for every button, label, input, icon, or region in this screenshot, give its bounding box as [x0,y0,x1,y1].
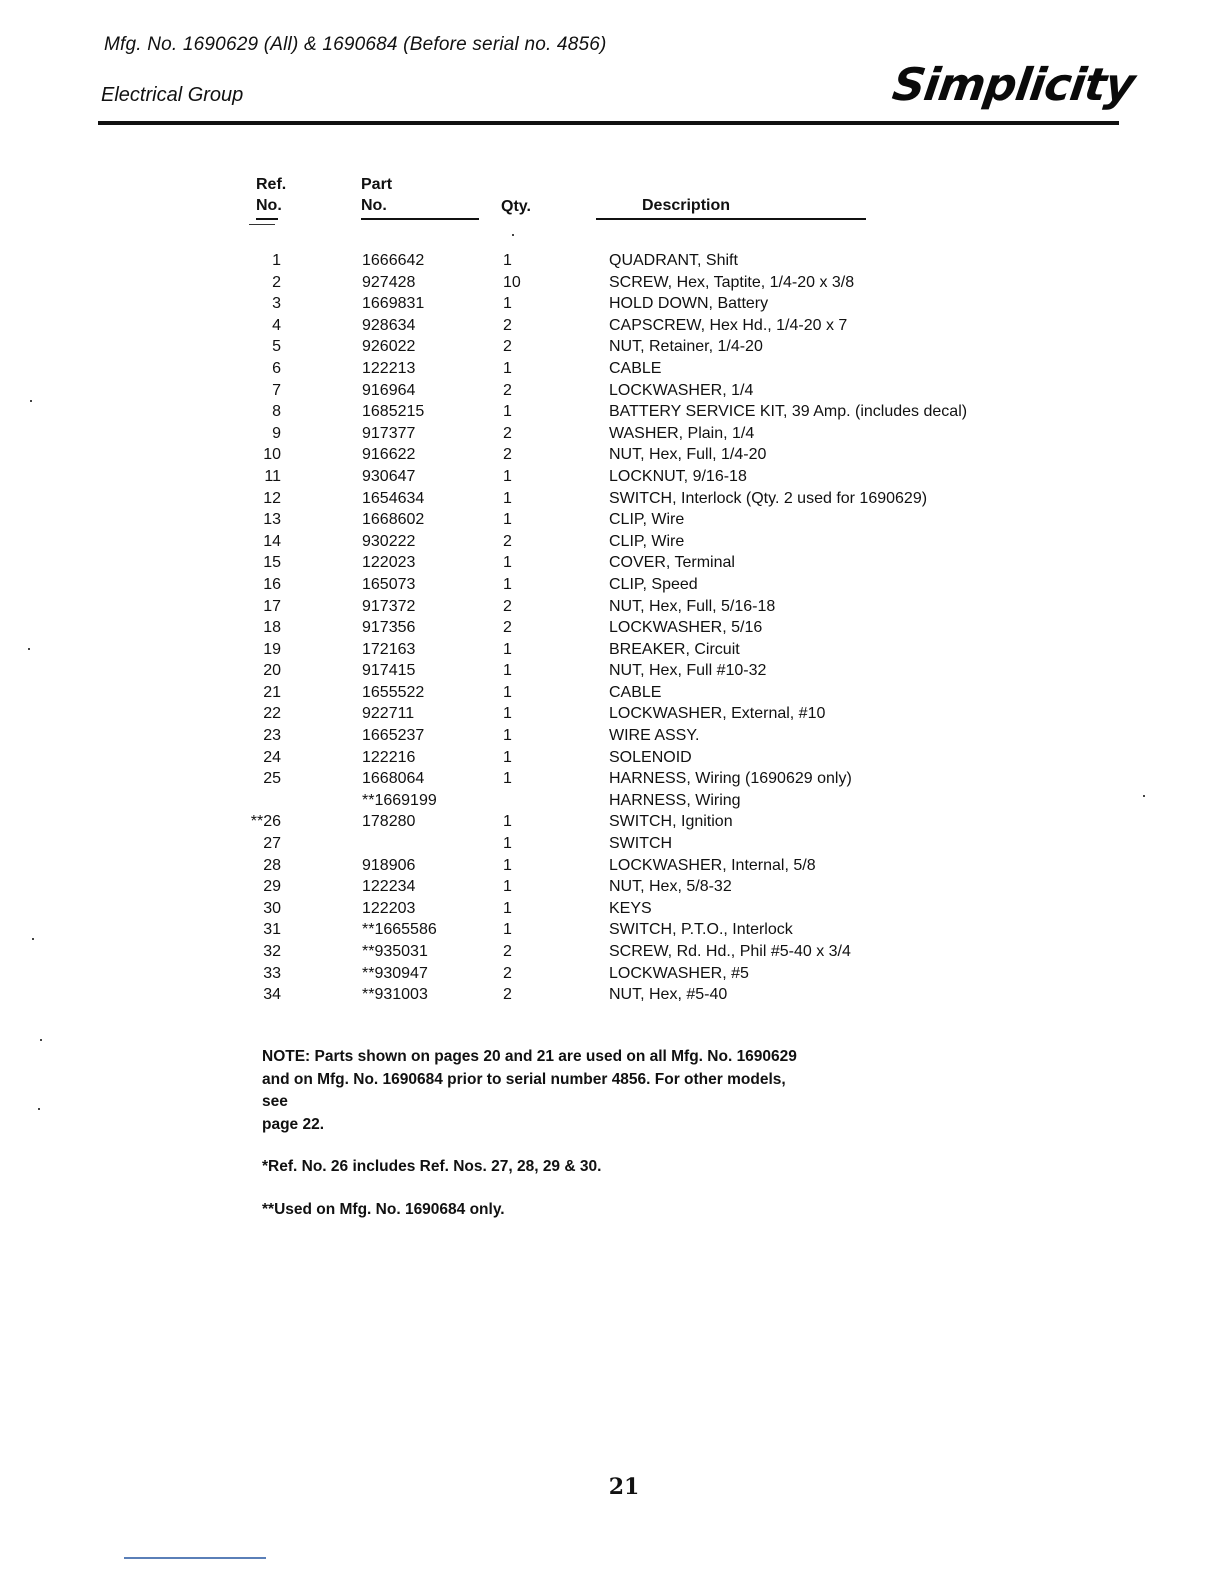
qty-cell: 1 [503,359,512,377]
table-row [0,790,1224,812]
part-cell: 916622 [362,446,416,464]
qty-cell: 1 [503,921,512,939]
page-number: 21 [608,1474,640,1500]
table-row [0,401,1224,423]
ref-cell: 10 [263,446,281,464]
header-underline-ref [256,218,278,220]
table-row [0,963,1224,985]
description-cell: SWITCH [609,835,673,853]
column-header-ref [256,174,286,216]
table-row [0,272,1224,294]
header-rule [98,121,1119,125]
scan-speck [30,400,32,402]
description-cell: WIRE ASSY. [609,727,700,745]
notes [262,1046,882,1221]
part-cell: 122023 [362,554,416,572]
part-cell: 1668064 [362,770,425,788]
table-row [0,358,1224,380]
table-row [0,380,1224,402]
ref-cell: 12 [263,489,281,507]
part-cell: 917372 [362,597,416,615]
description-cell: LOCKWASHER, #5 [609,964,749,982]
ref-cell: 30 [263,899,281,917]
table-row [0,898,1224,920]
bottom-rule [124,1557,266,1559]
qty-cell: 1 [503,511,512,529]
scan-speck [32,938,34,940]
ref-cell: 6 [272,359,281,377]
part-cell: 917356 [362,619,416,637]
ref-cell: 25 [263,770,281,788]
ref-cell: 24 [263,748,281,766]
description-cell: BREAKER, Circuit [609,640,740,658]
description-cell: CAPSCREW, Hex Hd., 1/4-20 x 7 [609,316,848,334]
qty-cell: 1 [503,252,512,269]
scan-speck [40,1039,42,1041]
ref-cell: 23 [263,727,281,745]
column-header-part [361,174,392,216]
part-cell: 1685215 [362,403,425,421]
qty-cell: 1 [503,748,512,766]
description-cell: LOCKNUT, 9/16-18 [609,467,747,485]
ref-cell: 1 [272,252,281,269]
qty-cell: 1 [503,575,512,593]
table-row [0,250,1224,272]
part-cell: 922711 [362,705,415,723]
header-underline-description [596,218,866,220]
description-cell: NUT, Retainer, 1/4-20 [609,338,763,356]
part-cell: 122234 [362,878,416,896]
qty-cell: 1 [503,813,512,831]
table-row [0,617,1224,639]
qty-cell: 1 [503,403,512,421]
qty-cell: 1 [503,856,512,874]
table-row [0,919,1224,941]
table-row [0,876,1224,898]
ref-cell: 19 [263,640,281,658]
table-row [0,552,1224,574]
description-cell: CLIP, Wire [609,532,685,550]
table-row [0,984,1224,1006]
part-cell: 927428 [362,273,416,291]
description-cell: NUT, Hex, Full, 5/16-18 [609,597,776,615]
table-row [0,423,1224,445]
part-cell: 165073 [362,575,416,593]
description-cell: LOCKWASHER, External, #10 [609,705,826,723]
qty-cell: 1 [503,683,512,701]
description-cell: LOCKWASHER, Internal, 5/8 [609,856,816,874]
table-row [0,941,1224,963]
qty-cell: 2 [503,316,512,334]
description-cell: CLIP, Speed [609,575,698,593]
ref-cell: 27 [263,835,281,853]
brand-logo: Simplicity [889,58,1138,111]
description-cell: SWITCH, Interlock (Qty. 2 used for 1690629) [609,489,928,507]
part-cell: 916964 [362,381,416,399]
table-row [0,574,1224,596]
table-row [0,725,1224,747]
part-cell: 122213 [362,359,416,377]
description-cell: NUT, Hex, #5-40 [609,986,728,1004]
part-cell: 1669831 [362,295,425,313]
scan-speck [1143,795,1145,797]
part-cell: 917415 [362,662,416,680]
qty-cell: 2 [503,381,512,399]
part-cell: **935031 [362,943,428,960]
part-cell: 917377 [362,424,416,442]
note-line: and on Mfg. No. 1690684 prior to serial number 4856. For other models, [262,1070,786,1088]
ref-cell: 7 [272,381,281,399]
part-cell: 1665237 [362,727,425,745]
ref-cell: 21 [263,683,281,701]
note-line: see [262,1093,288,1110]
column-header-description: Description [642,197,731,214]
table-row [0,811,1224,833]
table-row [0,703,1224,725]
ref-cell: 22 [263,705,281,723]
note-line: page 22. [262,1115,325,1133]
part-cell: 122216 [362,748,416,766]
description-cell: NUT, Hex, Full, 1/4-20 [609,446,767,464]
qty-cell: 1 [503,770,512,788]
table-row [0,660,1224,682]
header-underline-mark [249,224,275,225]
part-cell: **1665586 [362,921,437,939]
qty-cell: 1 [503,727,512,745]
description-cell: QUADRANT, Shift [609,252,738,269]
part-cell: 1655522 [362,683,425,701]
ref-cell: **26 [250,813,281,831]
description-cell: SWITCH, Ignition [609,813,733,831]
part-cell: **930947 [362,964,428,982]
description-cell: LOCKWASHER, 5/16 [609,619,763,637]
description-cell: NUT, Hex, Full #10-32 [609,662,767,680]
table-row [0,639,1224,661]
used-on-note: **Used on Mfg. No. 1690684 only. [262,1200,505,1218]
part-cell: 918906 [362,856,416,874]
part-cell: 172163 [362,640,416,658]
ref-cell: 17 [263,597,281,615]
table-row [0,293,1224,315]
part-cell: 122203 [362,899,416,917]
part-cell: 926022 [362,338,416,356]
ref-cell: 31 [263,921,281,939]
ref-cell: 32 [263,943,281,960]
description-cell: BATTERY SERVICE KIT, 39 Amp. (includes decal) [609,403,968,421]
table-row [0,833,1224,855]
qty-cell: 1 [503,489,512,507]
table-row [0,596,1224,618]
note-line: NOTE: Parts shown on pages 20 and 21 are used on all Mfg. No. 1690629 [262,1048,797,1065]
description-cell: WASHER, Plain, 1/4 [609,424,755,442]
qty-cell: 1 [503,899,512,917]
column-header-qty: Qty. [501,198,531,215]
ref-cell: 33 [263,964,281,982]
table-row [0,315,1224,337]
description-cell: CLIP, Wire [609,511,685,529]
table-row [0,531,1224,553]
group-title: Electrical Group [101,84,244,106]
qty-cell: 1 [503,662,512,680]
ref-cell: 16 [263,575,281,593]
description-cell: KEYS [609,899,652,917]
table-row [0,488,1224,510]
qty-cell: 1 [503,878,512,896]
qty-cell: 2 [503,619,512,637]
part-cell: 1668602 [362,511,425,529]
part-cell: **931003 [362,986,428,1004]
ref-cell: 3 [272,295,281,313]
part-cell: **1669199 [362,791,437,809]
part-cell: 1666642 [362,252,425,269]
ref-cell: 18 [263,619,281,637]
description-cell: SCREW, Hex, Taptite, 1/4-20 x 3/8 [609,273,855,291]
description-cell: SOLENOID [609,748,692,766]
part-cell: 930647 [362,467,416,485]
description-cell: COVER, Terminal [609,554,735,572]
table-row [0,768,1224,790]
description-cell: HOLD DOWN, Battery [609,295,769,313]
ref-cell: 14 [263,532,281,550]
qty-cell: 1 [503,467,512,485]
qty-cell: 2 [503,338,512,356]
table-row [0,466,1224,488]
table-row [0,509,1224,531]
column-header-part-line1: Part [361,176,393,193]
ref-cell: 2 [272,273,281,291]
description-cell: HARNESS, Wiring [609,791,741,809]
description-cell: HARNESS, Wiring (1690629 only) [609,770,852,788]
column-header-ref-line1: Ref. [256,176,287,193]
mfg-line: Mfg. No. 1690629 (All) & 1690684 (Before serial no. 4856) [104,34,607,55]
ref-cell: 34 [263,986,281,1004]
ref-cell: 5 [272,338,281,356]
qty-cell: 2 [503,532,512,550]
table-row [0,444,1224,466]
part-cell: 178280 [362,813,416,831]
ref-cell: 13 [263,511,281,529]
ref-cell: 4 [272,316,281,334]
description-cell: CABLE [609,359,662,377]
description-cell: SCREW, Rd. Hd., Phil #5-40 x 3/4 [609,943,851,960]
qty-cell: 2 [503,943,512,960]
ref-cell: 28 [263,856,281,874]
scan-speck [28,648,30,650]
ref-note: *Ref. No. 26 includes Ref. Nos. 27, 28, 29 & 30. [262,1158,602,1175]
column-header-part-line2: No. [361,197,387,214]
qty-cell: 10 [503,273,521,291]
ref-cell: 20 [263,662,281,680]
part-cell: 928634 [362,316,416,334]
description-cell: NUT, Hex, 5/8-32 [609,878,732,896]
ref-cell: 9 [272,424,281,442]
qty-cell: 2 [503,446,512,464]
parts-table [0,250,1224,1006]
table-row [0,855,1224,877]
qty-cell: 1 [503,705,512,723]
scan-speck [38,1108,40,1110]
qty-cell: 1 [503,640,512,658]
part-cell: 930222 [362,532,416,550]
ref-cell: 29 [263,878,281,896]
qty-cell: 1 [503,295,512,313]
qty-cell: 1 [503,554,512,572]
table-row [0,747,1224,769]
qty-cell: 2 [503,597,512,615]
ref-cell: 11 [264,467,281,485]
ref-cell: 8 [272,403,281,421]
qty-cell: 1 [503,835,512,853]
header-underline-part [361,218,479,220]
description-cell: LOCKWASHER, 1/4 [609,381,754,399]
scan-speck [512,234,514,236]
table-row [0,682,1224,704]
part-cell: 1654634 [362,489,425,507]
qty-cell: 2 [503,964,512,982]
qty-cell: 2 [503,986,512,1004]
description-cell: CABLE [609,683,662,701]
description-cell: SWITCH, P.T.O., Interlock [609,921,793,939]
table-row [0,336,1224,358]
qty-cell: 2 [503,424,512,442]
ref-cell: 15 [263,554,281,572]
column-header-ref-line2: No. [256,197,282,214]
